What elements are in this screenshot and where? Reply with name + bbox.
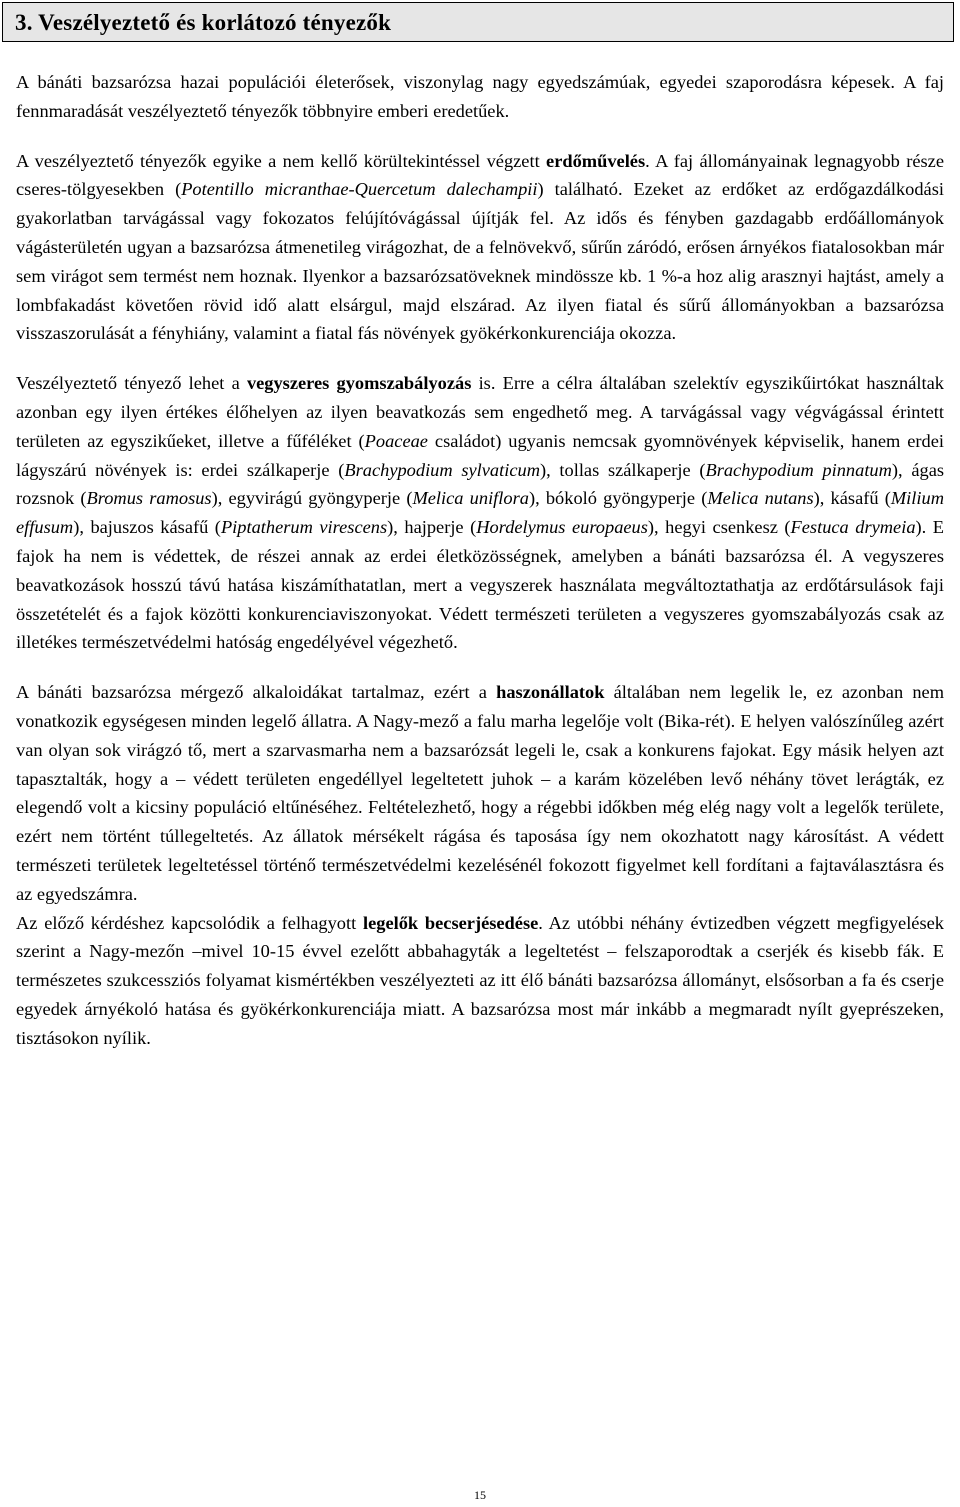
document-body <box>16 68 944 1053</box>
taxon-name: Melica uniflora <box>412 488 529 509</box>
taxon-name: Brachypodium pinnatum <box>705 459 892 480</box>
paragraph-forestry: A veszélyeztető tényezők egyike a nem kellő körültekintéssel végzett erdőművelés. A faj állományainak legnagyobb része cseres-tölgyesekben (Potentillo micranthae-Quercetum dalechampii) található. Ezeket az erdőket az erdőgazdálkodási gyakorlatban tarvágással vagy fokozatos felújítóvágással újítják fel. Az idős és fényben gazdagabb erdőállományok vágásterületén ugyan a bazsarózsa átmenetileg virágozhat, de a felnövekvő, sűrűn záródó, erősen árnyékos fiatalosokban már sem virágot sem termést nem hoznak. Ilyenkor a bazsarózsatöveknek mindössze kb. 1 %-a hoz alig arasznyi hajtást, amely a lombfakadást követően rövid idő alatt elsárgul, majd elszárad. Az ilyen fiatal és sűrű állományokban a bazsarózsa visszaszorulását a fényhiány, valamint a fiatal fás növények gyökérkonkurenciája okozza. <box>16 150 944 344</box>
paragraph-livestock: A bánáti bazsarózsa mérgező alkaloidákat tartalmaz, ezért a haszonállatok általában nem legelik le, ez azonban nem vonatkozik egységesen minden legelő állatra. A Nagy-mező a falu marha legelője volt (Bika-rét). E helyen valószínűleg azért van olyan sok virágzó tő, mert a szarvasmarha nem a bazsarózsát legeli le, csak a konkurens fajokat. Egy másik helyen azt tapasztalták, hogy a – védett területen engedéllyel legeltetett juhok – a karám közelében levő néhány tövet lerágták, ez elegendő volt a kicsiny populáció eltűnéséhez. Feltételezhető, hogy a régebbi időkben még elég nagy volt a legelők területe, ezért nem történt túllegeltetés. Az állatok mérsékelt rágása és taposása így nem okozhatott nagy károsítást. A védett természeti területek legeltetéssel történő természetvédelmi kezelésénél fokozott figyelmet kell fordítani a fajtaválasztásra és az egyedszámra. <box>16 682 945 904</box>
taxon-name: Hordelymus europaeus <box>476 517 648 538</box>
section-heading: 3. Veszélyeztető és korlátozó tényezők <box>15 10 392 35</box>
paragraph-intro: A bánáti bazsarózsa hazai populációi életerősek, viszonylag nagy egyedszámúak, egyedei szaporodásra képesek. A faj fennmaradását veszélyeztető tényezők többnyire emberi eredetűek. <box>16 72 944 121</box>
paragraph-shrub-encroachment: Az előző kérdéshez kapcsolódik a felhagyott legelők becserjésedése. Az utóbbi néhány évtizedben végzett megfigyelések szerint a Nagy-mezőn –mivel 10-15 évvel ezelőtt abbahagyták a legeltetést – felszaporodtak a cserjék és kisebb fák. E természetes szukcessziós folyamat kismértékben veszélyezteti az itt élő bánáti bazsarózsa állományt, elsősorban a fa és cserje egyedek árnyékoló hatása és gyökérkonkurenciája miatt. A bazsarózsa most már inkább a megmaradt nyílt gyeprészeken, tisztásokon nyílik. <box>16 912 944 1048</box>
keyword-shrub-encroachment: legelők becserjésedése <box>362 912 539 933</box>
section-heading-box <box>2 2 954 42</box>
keyword-livestock: haszonállatok <box>496 682 605 703</box>
taxon-name: Piptatherum virescens <box>220 517 388 538</box>
keyword-herbicide: vegyszeres gyomszabályozás <box>246 373 472 394</box>
page-number: 15 <box>474 1488 486 1502</box>
taxon-name: Brachypodium sylvaticum <box>344 459 540 480</box>
taxon-name: Festuca drymeia <box>790 517 916 538</box>
taxon-name: Potentillo micranthae-Quercetum dalechampii <box>181 179 538 200</box>
paragraph-herbicide: Veszélyeztető tényező lehet a vegyszeres gyomszabályozás is. Erre a célra általában szelektív egyszikűirtókat használtak azonban egy ilyen értékes élőhelyen az ilyen beavatkozás sem engedhető meg. A tarvágással vagy végvágással érintett területen az egyszikűeket, illetve a fűféléket (Poaceae családot) ugyanis nemcsak gyomnövények képviselik, hanem erdei lágyszárú növények is: erdei szálkaperje (Brachypodium sylvaticum), tollas szálkaperje (Brachypodium pinnatum), ágas rozsnok (Bromus ramosus), egyvirágú gyöngyperje (Melica uniflora), bókoló gyöngyperje (Melica nutans), kásafű (Milium effusum), bajuszos kásafű (Piptatherum virescens), hajperje (Hordelymus europaeus), hegyi csenkesz (Festuca drymeia). E fajok ha nem is védettek, de részei annak az erdei életközösségnek, amelyben a bánáti bazsarózsa él. A vegyszeres beavatkozások hosszú távú hatása kiszámíthatatlan, mert a vegyszerek használata megváltoztathatja az erdőtársulások faji összetételét és a fajok közötti konkurenciaviszonyokat. Védett természeti területen a vegyszeres gyomszabályozás csak az illetékes természetvédelmi hatóság engedélyével végezhető. <box>16 373 945 653</box>
taxon-name: Poaceae <box>364 430 428 451</box>
keyword-forestry: erdőművelés <box>546 150 646 171</box>
taxon-name: Bromus ramosus <box>86 488 212 509</box>
taxon-name: Milium effusum <box>16 488 944 538</box>
taxon-name: Melica nutans <box>707 488 814 509</box>
